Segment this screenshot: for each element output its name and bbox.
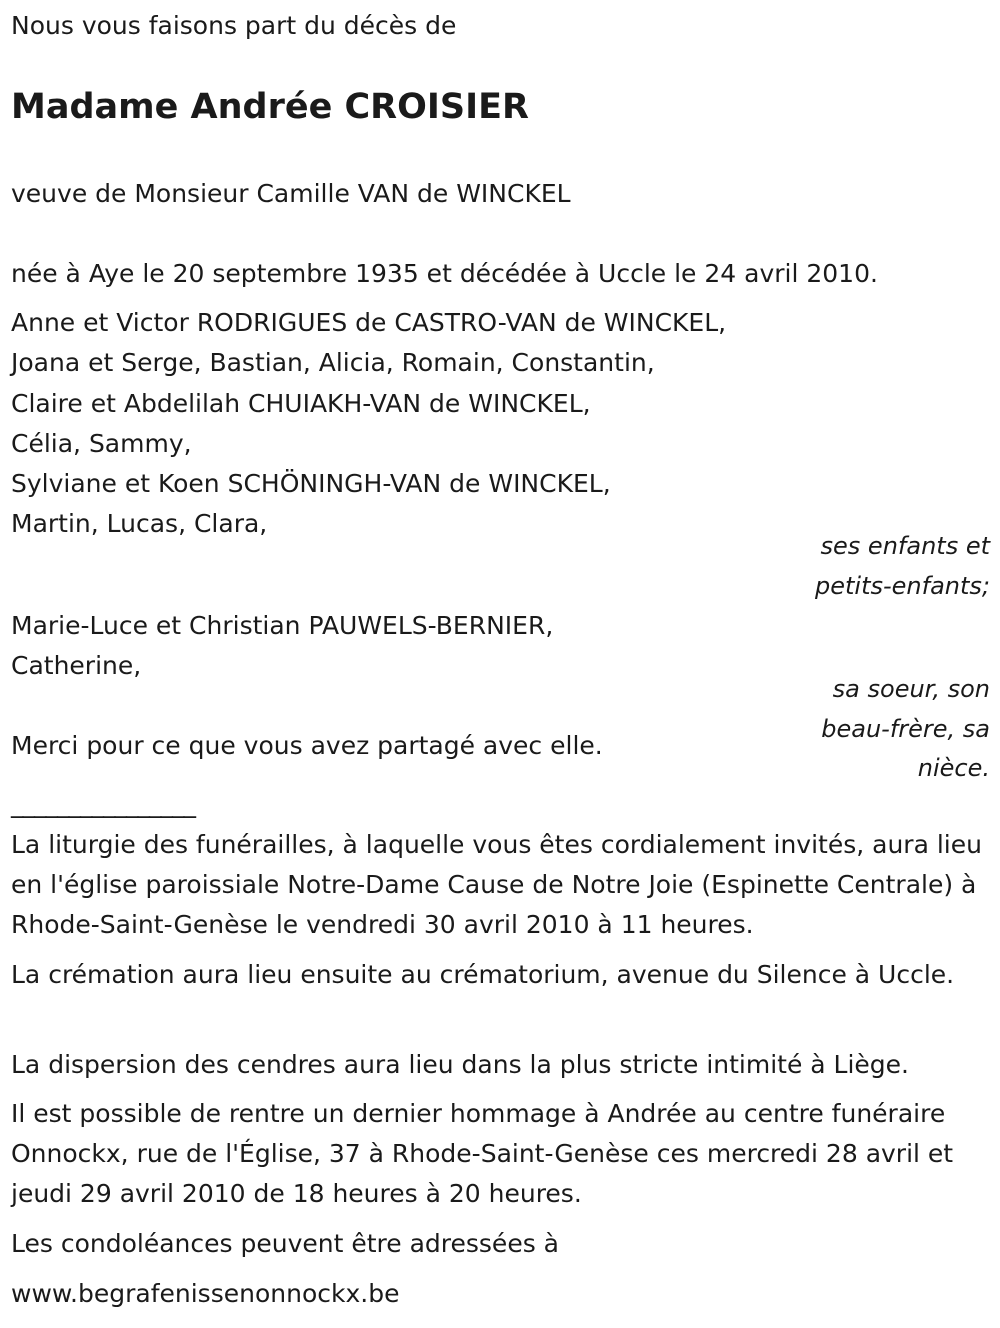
family-line: Martin, Lucas, Clara, <box>11 509 268 539</box>
relation-line: sa soeur, son <box>832 675 990 703</box>
condolences-paragraph: Les condoléances peuvent être adressées à <box>11 1229 559 1258</box>
family-line: Anne et Victor RODRIGUES de CASTRO-VAN de WINCKEL, <box>11 308 727 337</box>
family-line: Célia, Sammy, <box>11 428 192 458</box>
relation-line: nièce. <box>917 754 990 782</box>
relation-line: petits-enfants; <box>815 571 990 600</box>
relation-line: ses enfants et <box>820 532 990 560</box>
birth-death-text: née à Aye le 20 septembre 1935 et décédée à Uccle le 24 avril 2010. <box>11 259 878 288</box>
family-line: Catherine, <box>11 651 142 681</box>
family-line: Marie-Luce et Christian PAUWELS-BERNIER, <box>11 611 554 640</box>
deceased-name: Madame Andrée CROISIER <box>11 87 529 127</box>
intro-text: Nous vous faisons part du décès de <box>11 11 457 40</box>
family-line: Claire et Abdelilah CHUIAKH-VAN de WINCKEL, <box>11 388 591 418</box>
sister-family-list <box>11 606 553 687</box>
dispersion-paragraph: La dispersion des cendres aura lieu dans la plus stricte intimité à Liège. <box>11 1050 909 1079</box>
website-link[interactable]: www.begrafenissenonnockx.be <box>11 1279 400 1308</box>
sister-relation <box>790 670 990 789</box>
thanks-text: Merci pour ce que vous avez partagé avec elle. <box>11 731 603 760</box>
homage-paragraph: Il est possible de rentre un dernier hommage à Andrée au centre funéraire Onnockx, rue de l'Église, 37 à Rhode-Saint-Genèse ces mercredi 28 avril et jeudi 29 avril 2010 de 18 heures à 20 heures. <box>11 1099 954 1208</box>
family-list <box>11 303 726 545</box>
relation-line: beau-frère, sa <box>821 714 990 743</box>
cremation-paragraph: La crémation aura lieu ensuite au crématorium, avenue du Silence à Uccle. <box>11 960 955 989</box>
children-relation <box>790 527 990 606</box>
widow-of-text: veuve de Monsieur Camille VAN de WINCKEL <box>11 179 571 208</box>
family-line: Joana et Serge, Bastian, Alicia, Romain, Constantin, <box>11 348 655 378</box>
family-line: Sylviane et Koen SCHÖNINGH-VAN de WINCKEL, <box>11 469 611 499</box>
liturgy-paragraph: La liturgie des funérailles, à laquelle vous êtes cordialement invités, aura lieu en l'église paroissiale Notre-Dame Cause de Notre Joie (Espinette Centrale) à Rhode-Saint-Genèse le vendredi 30 avril 2010 à 11 heures. <box>11 830 982 939</box>
separator-line: ________________ <box>11 789 195 818</box>
